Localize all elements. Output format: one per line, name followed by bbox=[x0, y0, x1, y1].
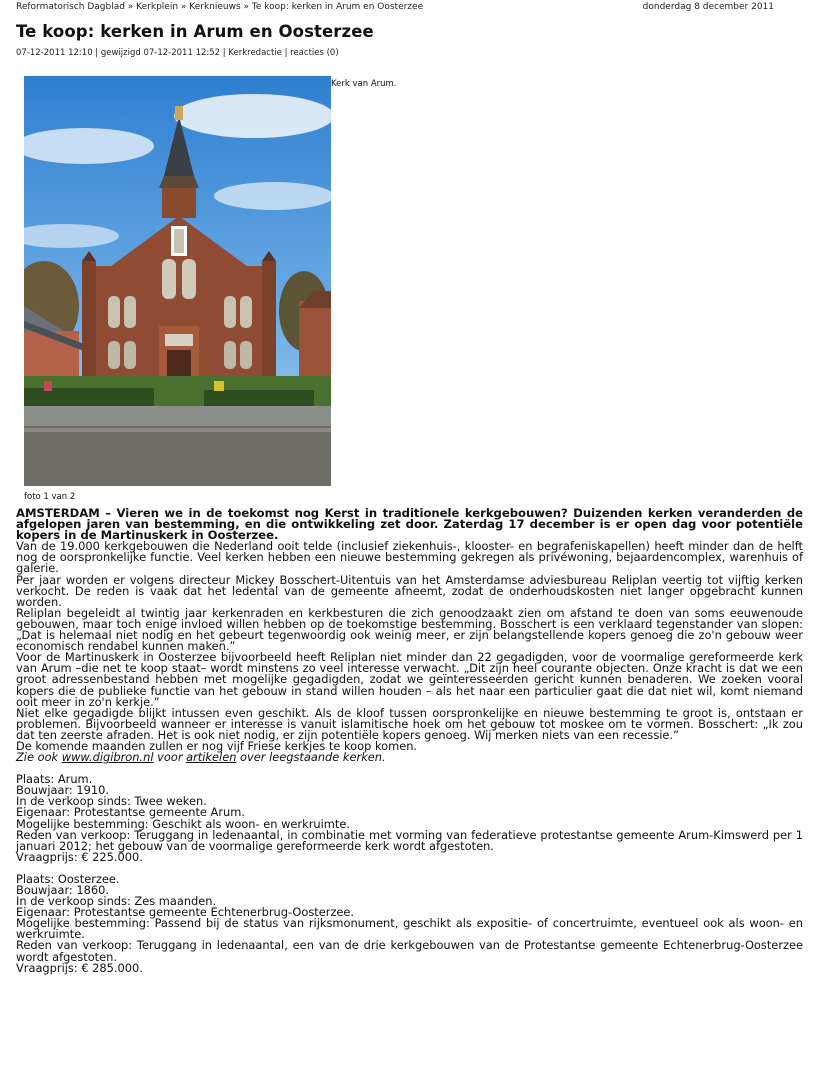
breadcrumb-home-link[interactable]: Reformatorisch Dagblad bbox=[16, 2, 125, 12]
church-illustration bbox=[24, 76, 331, 486]
article-body bbox=[16, 508, 803, 974]
listing-oosterzee bbox=[16, 871, 803, 975]
article-title: Te koop: kerken in Arum en Oosterzee bbox=[16, 22, 374, 41]
listing-line: Vraagprijs: € 225.000. bbox=[16, 849, 143, 864]
photo-counter: foto 1 van 2 bbox=[24, 492, 76, 502]
church-photo[interactable] bbox=[24, 76, 331, 486]
listing-line: Eigenaar: Protestantse gemeente Arum. bbox=[16, 805, 245, 820]
breadcrumb-kerknieuws-link[interactable]: Kerknieuws bbox=[189, 2, 241, 12]
photo-caption: Kerk van Arum. bbox=[331, 79, 397, 89]
listing-line: Eigenaar: Protestantse gemeente Echtenerbrug-Oosterzee. bbox=[16, 905, 355, 920]
listing-line: Mogelijke bestemming: Passend bij de status van rijksmonument, geschikt als expositie- of concertruimte, eventueel ook als woon- en werkruimte. bbox=[16, 916, 803, 942]
paragraph: Niet elke gegadigde blijkt intussen even geschikt. Als de kloof tussen oorspronkelijke en nieuwe bestemming te groot is, ontstaan er problemen. Bijvoorbeeld wanneer er interesse is vanuit islamitische hoek om het gebouw tot moskee om te vormen. Bosschert: „Ik zou dat ten zeerste afraden. Het is ook niet nodig, er zijn potentiële kopers genoeg. Wij merken niets van een recessie.” bbox=[16, 705, 803, 742]
paragraph: Voor de Martinuskerk in Oosterzee bijvoorbeeld heeft Reliplan niet minder dan 22 gegadigden, voor de voormalige gereformeerde kerk van Arum –die net te koop staat– wordt minstens zo veel interesse verwacht. „Dit zijn heel courante objecten. Onze kracht is dat we een groot adressenbestand hebben met mogelijke gegadigden, zodat we geïnteresseerden gericht kunnen benaderen. We zoeken vooral kopers die de publieke functie van het gebouw in stand willen houden – als het naar een particulier gaat die dat niet wil, komt niemand ooit meer in zo'n kerkje.” bbox=[16, 650, 803, 709]
listing-arum bbox=[16, 774, 803, 863]
listing-line: Vraagprijs: € 285.000. bbox=[16, 960, 143, 975]
breadcrumb-kerkplein-link[interactable]: Kerkplein bbox=[136, 2, 179, 12]
listing-line: Plaats: Arum. bbox=[16, 772, 93, 787]
listing-line: Plaats: Oosterzee. bbox=[16, 871, 120, 886]
breadcrumb: Reformatorisch Dagblad » Kerkplein » Kerknieuws » Te koop: kerken in Arum en Oosterzee bbox=[16, 2, 424, 12]
paragraph: De komende maanden zullen er nog vijf Friese kerkjes te koop komen. bbox=[16, 738, 418, 753]
spacer bbox=[16, 763, 803, 774]
listing-line: Bouwjaar: 1910. bbox=[16, 783, 109, 798]
paragraph: Per jaar worden er volgens directeur Mickey Bosschert-Uitentuis van het Amsterdamse adviesbureau Reliplan veertig tot vijftig kerken verkocht. De reden is vaak dat het ledental van de gemeente afneemt, zodat de onderhoudskosten niet langer opgebracht kunnen worden. bbox=[16, 572, 803, 609]
spacer bbox=[16, 863, 803, 874]
artikelen-link[interactable]: artikelen bbox=[186, 750, 237, 765]
paragraph: Reliplan begeleidt al twintig jaar kerkenraden en kerkbesturen die zich genoodzaakt zien om afstand te doen van soms eeuwenoude gebouwen, maar toch enige invloed willen hebben op de toekomstige bestemming. Bosschert is een verklaard tegenstander van slopen: „Dat is helemaal niet nodig en het gebeurt tegenwoordig ook weinig meer, er zijn belangstellende kopers genoeg die zo'n gebouw weer economisch rendabel kunnen maken.” bbox=[16, 605, 803, 654]
article-meta: 07-12-2011 12:10 | gewijzigd 07-12-2011 12:52 | Kerkredactie | reacties (0) bbox=[16, 48, 339, 58]
listing-line: In de verkoop sinds: Twee weken. bbox=[16, 794, 207, 809]
listing-line: Reden van verkoop: Teruggang in ledenaantal, een van de drie kerkgebouwen van de Protestantse gemeente Echtenerbrug-Oosterzee wordt afgestoten. bbox=[16, 938, 803, 964]
digibron-link[interactable]: www.digibron.nl bbox=[61, 750, 154, 765]
paragraph: Van de 19.000 kerkgebouwen die Nederland ooit telde (inclusief ziekenhuis-, klooster- en begrafeniskapellen) heeft minder dan de helft nog de oorspronkelijke functie. Veel kerken hebben een nieuwe bestemming gekregen als privéwoning, bejaardencomplex, warenhuis of galerie. bbox=[16, 539, 803, 576]
page-date: donderdag 8 december 2011 bbox=[642, 2, 774, 12]
listing-line: Reden van verkoop: Teruggang in ledenaantal, in combinatie met vorming van federatieve protestantse gemeente Arum-Kimswerd per 1 januari 2012; het gebouw van de voormalige gereformeerde kerk wordt afgestoten. bbox=[16, 827, 803, 853]
listing-line: In de verkoop sinds: Zes maanden. bbox=[16, 894, 217, 909]
see-also: Zie ook www.digibron.nl voor artikelen over leegstaande kerken. bbox=[16, 750, 386, 765]
article-lead: AMSTERDAM – Vieren we in de toekomst nog Kerst in traditionele kerkgebouwen? Duizenden kerken veranderden de afgelopen jaren van bestemming, en die ontwikkeling zet door. Zaterdag 17 december is er open dag voor potentiële kopers in de Martinuskerk in Oosterzee. bbox=[16, 506, 803, 543]
listing-line: Bouwjaar: 1860. bbox=[16, 883, 109, 897]
listing-line: Mogelijke bestemming: Geschikt als woon- en werkruimte. bbox=[16, 816, 350, 831]
breadcrumb-current: Te koop: kerken in Arum en Oosterzee bbox=[251, 2, 424, 12]
top-bar bbox=[16, 2, 774, 12]
